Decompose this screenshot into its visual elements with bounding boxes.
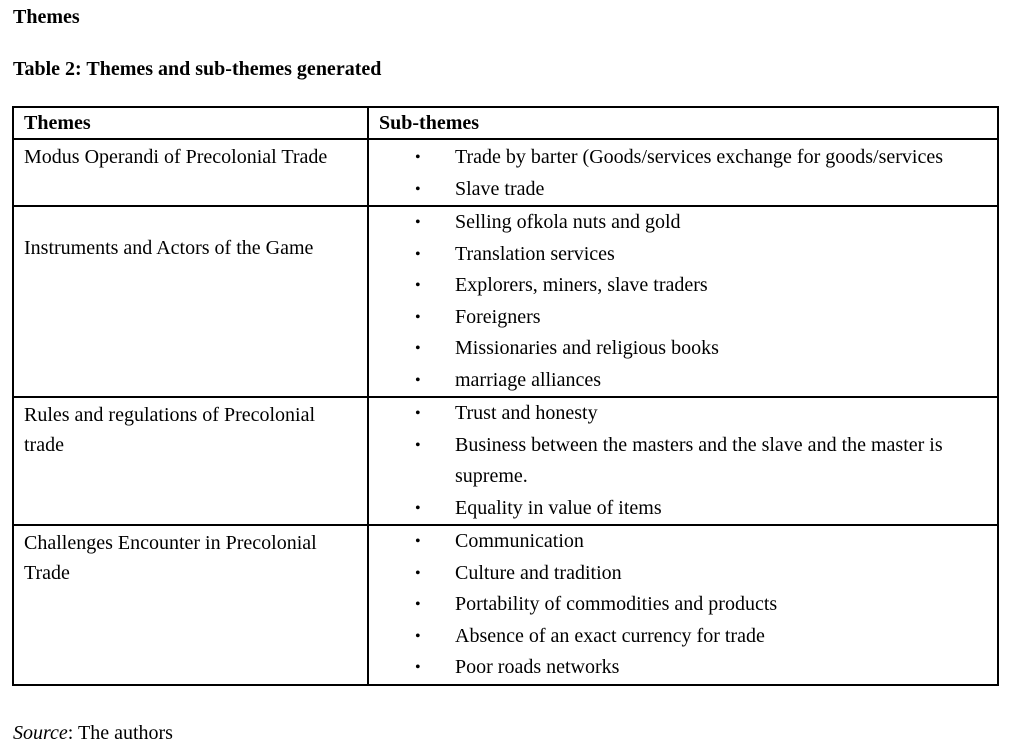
list-item: • Poor roads networks [369, 652, 997, 684]
theme-cell [13, 139, 368, 206]
list-item: • Equality in value of items [369, 493, 997, 525]
bullet-icon: • [415, 564, 421, 582]
list-item: • Trust and honesty [369, 398, 997, 430]
table-header-row [13, 107, 998, 139]
subthemes-cell [368, 206, 998, 397]
theme-text: Instruments and Actors of the Game [24, 237, 314, 259]
theme-text: Rules and regulations of Precolonial trade [24, 404, 316, 456]
list-item: • Portability of commodities and products [369, 589, 997, 621]
list-item: • marriage alliances [369, 365, 997, 397]
list-item: • Communication [369, 526, 997, 558]
table-row [13, 525, 998, 685]
list-item: • Foreigners [369, 302, 997, 334]
table-row [13, 397, 998, 525]
list-item: • Slave trade [369, 174, 997, 206]
bullet-icon: • [415, 659, 421, 676]
theme-cell [13, 206, 368, 397]
list-item: • Selling ofkola nuts and gold [369, 207, 997, 239]
list-item: • Explorers, miners, slave traders [369, 270, 997, 302]
table-caption: Table 2: Themes and sub-themes generated [13, 58, 382, 80]
theme-text: Modus Operandi of Precolonial Trade [24, 146, 328, 168]
list-item: • Missionaries and religious books [369, 333, 997, 365]
list-item: • Absence of an exact currency for trade [369, 621, 997, 653]
subtheme-list [369, 398, 997, 524]
bullet-icon: • [415, 277, 421, 294]
header-themes: Themes [13, 107, 368, 139]
theme-cell [13, 397, 368, 525]
subthemes-cell [368, 397, 998, 525]
list-item: • Culture and tradition [369, 558, 997, 590]
bullet-icon: • [415, 149, 421, 166]
list-item: • Business between the masters and the slave and the master is supreme. [369, 430, 997, 493]
subthemes-cell [368, 139, 998, 206]
list-item: • Trade by barter (Goods/services exchange for goods/services [369, 142, 997, 174]
theme-text: Challenges Encounter in Precolonial Trade [24, 532, 317, 584]
section-heading: Themes [13, 6, 80, 28]
bullet-icon: • [415, 245, 421, 263]
bullet-icon: • [415, 180, 421, 198]
bullet-icon: • [415, 533, 421, 550]
header-sub-themes: Sub-themes [368, 107, 998, 139]
bullet-icon: • [415, 405, 421, 422]
subtheme-list [369, 140, 997, 205]
bullet-icon: • [415, 340, 421, 357]
theme-cell [13, 525, 368, 685]
list-item: • Translation services [369, 239, 997, 271]
bullet-icon: • [415, 371, 421, 389]
bullet-icon: • [415, 214, 421, 231]
bullet-icon: • [415, 436, 421, 454]
subtheme-list [369, 207, 997, 396]
themes-table [12, 106, 999, 686]
subtheme-list [369, 526, 997, 684]
bullet-icon: • [415, 627, 421, 645]
bullet-icon: • [415, 308, 421, 326]
table-row [13, 139, 998, 206]
source-label: Source [13, 722, 68, 744]
subthemes-cell [368, 525, 998, 685]
source-note [13, 719, 175, 747]
source-text: : The authors [67, 722, 173, 744]
bullet-icon: • [415, 596, 421, 613]
bullet-icon: • [415, 499, 421, 517]
table-row [13, 206, 998, 397]
